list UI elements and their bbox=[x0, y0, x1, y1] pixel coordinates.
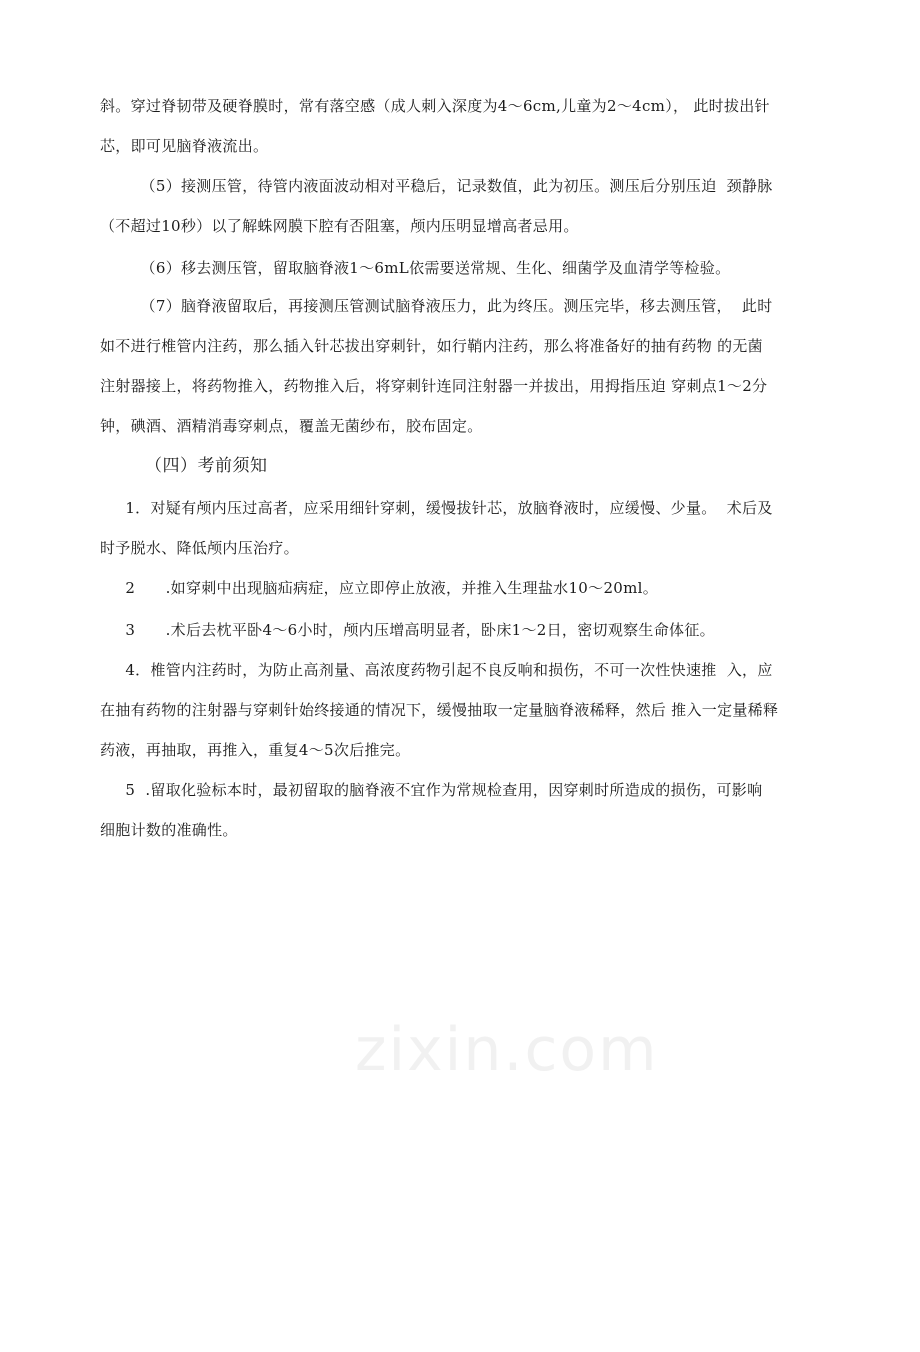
text-line: （6）移去测压管，留取脑脊液1〜6mL依需要送常规、生化、细菌学及血清学等检验。 bbox=[100, 259, 731, 277]
watermark: zixin.com bbox=[355, 1015, 659, 1085]
text-line: 注射器接上，将药物推入，药物推入后，将穿刺针连同注射器一并拔出，用拇指压迫 穿刺点1〜2分 bbox=[100, 377, 768, 395]
text-line: 3 .术后去枕平卧4〜6小时，颅内压增高明显者，卧床1〜2日，密切观察生命体征。 bbox=[100, 621, 715, 639]
text-line: （7）脑脊液留取后，再接测压管测试脑脊液压力，此为终压。测压完毕，移去测压管， 此时 bbox=[100, 297, 773, 315]
text-line: 药液，再抽取，再推入，重复4〜5次后推完。 bbox=[100, 741, 411, 759]
text-line: （5）接测压管，待管内液面波动相对平稳后，记录数值，此为初压。测压后分别压迫 颈静脉 bbox=[100, 177, 773, 195]
paragraph-step-5 bbox=[100, 166, 830, 246]
note-1 bbox=[100, 488, 830, 568]
text-line: （不超过10秒）以了解蛛网膜下腔有否阻塞，颅内压明显增高者忌用。 bbox=[100, 217, 579, 235]
text-line: 芯，即可见脑脊液流出。 bbox=[100, 137, 269, 155]
text-line: 4．椎管内注药时，为防止高剂量、高浓度药物引起不良反响和损伤，不可一次性快速推 入，应 bbox=[100, 661, 773, 679]
paragraph-step-7 bbox=[100, 286, 830, 446]
text-line: 2 .如穿刺中出现脑疝病症，应立即停止放液，并推入生理盐水10〜20ml。 bbox=[100, 579, 659, 597]
text-line: 斜。穿过脊韧带及硬脊膜时，常有落空感（成人刺入深度为4〜6cm,儿童为2〜4cm）， 此时拔出针 bbox=[100, 97, 770, 115]
text-line: 钟，碘酒、酒精消毒穿刺点，覆盖无菌纱布，胶布固定。 bbox=[100, 417, 483, 435]
note-5 bbox=[100, 770, 830, 850]
paragraph-step-4-continued bbox=[100, 86, 830, 166]
note-3 bbox=[100, 610, 830, 650]
text-line: 如不进行椎管内注药，那么插入针芯拔出穿刺针，如行鞘内注药，那么将准备好的抽有药物 的无菌 bbox=[100, 337, 763, 355]
text-line: 在抽有药物的注射器与穿刺针始终接通的情况下，缓慢抽取一定量脑脊液稀释，然后 推入一定量稀释 bbox=[100, 701, 779, 719]
text-line: 1．对疑有颅内压过高者，应采用细针穿刺，缓慢拔针芯，放脑脊液时，应缓慢、少量。 术后及 bbox=[100, 499, 773, 517]
text-line: 时予脱水、降低颅内压治疗。 bbox=[100, 539, 299, 557]
text-line: 细胞计数的准确性。 bbox=[100, 821, 238, 839]
section-heading: （四）考前须知 bbox=[145, 456, 268, 476]
text-line: 5 .留取化验标本时，最初留取的脑脊液不宜作为常规检查用，因穿刺时所造成的损伤，可影响 bbox=[100, 781, 763, 799]
paragraph-step-6 bbox=[100, 248, 830, 288]
note-4 bbox=[100, 650, 830, 770]
note-2 bbox=[100, 568, 830, 608]
